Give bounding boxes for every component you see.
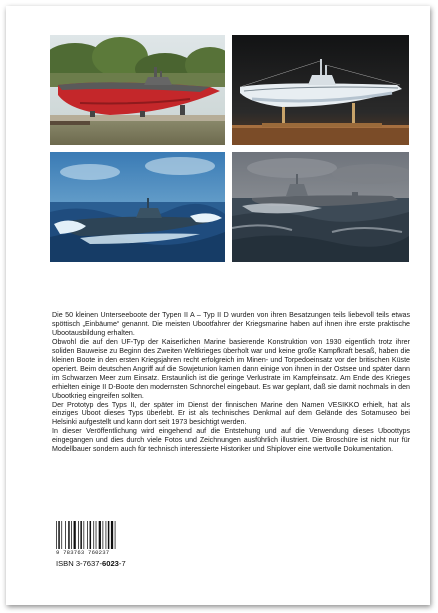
photo-painting-submarine-waves (50, 152, 225, 262)
isbn-suffix: -7 (118, 559, 126, 568)
description-text (52, 311, 410, 454)
isbn-bold-part: 6023 (102, 559, 119, 568)
paragraph-history: Obwohl die auf den UF-Typ der Kaiserlichen Marine basierende Konstruktion von 1930 eigentlich trotz ihrer soliden Bauweise zu Beginn des Zweiten Weltkrieges überholt war und keine große Kampfkraft besaß, haben die kleinen Boote in den ersten Kriegsjahren recht erfolgreich im Minen- und Torpedoeinsatz vor der britischen Küste operiert. Beim deutschen Angriff auf die Sowjetunion kamen dann einige von ihnen in der Ostsee und später dann im Schwarzen Meer zum Einsatz. Erstaunlich ist die geringe Verlustrate im Kampfeinsatz. Am Ende des Krieges erhielten einige II D-Boote den modernsten Schnorchel eingebaut. Es war geplant, daß sie damit nochmals in den Ubootkrieg eingreifen sollten. (52, 337, 410, 400)
photo-submarine-model (232, 35, 409, 145)
paragraph-publication: In dieser Veröffentlichung wird eingehend auf die Entstehung und auf die Verwendung dieses Uboottyps eingegangen und dies durch viele Fotos und Zeichnungen ausführlich illustriert. Die Broschüre ist nicht nur für Modellbauer sondern auch für technisch interessierte Historiker und Shiplover eine wertvolle Dokumentation. (52, 427, 410, 454)
photo-red-submarine-on-land (50, 35, 225, 145)
photo-painting-submarine-sea (232, 152, 409, 262)
barcode (56, 521, 116, 549)
barcode-digits: 9 783763 760237 (56, 549, 110, 556)
isbn (56, 559, 126, 568)
paragraph-intro: Die 50 kleinen Unterseeboote der Typen II A – Typ II D wurden von ihren Besatzungen teils liebevoll teils etwas spöttisch „Einbäume“ genannt. Die meisten Ubootfahrer der Kriegsmarine haben auf ihnen ihre erste praktische Ubootausbildung erhalten. (52, 311, 410, 337)
paragraph-prototype: Der Prototyp des Typs II, der später im Dienst der finnischen Marine den Namen VESIKKO erhielt, hat als einziges Uboot dieses Typs überlebt. Er ist als technisches Denkmal auf dem Gelände des Sotamuseo bei Helsinki aufgestellt und kann dort seit 1973 besichtigt werden. (52, 400, 410, 427)
isbn-prefix: ISBN 3-7637- (56, 559, 103, 568)
back-cover (6, 6, 430, 605)
